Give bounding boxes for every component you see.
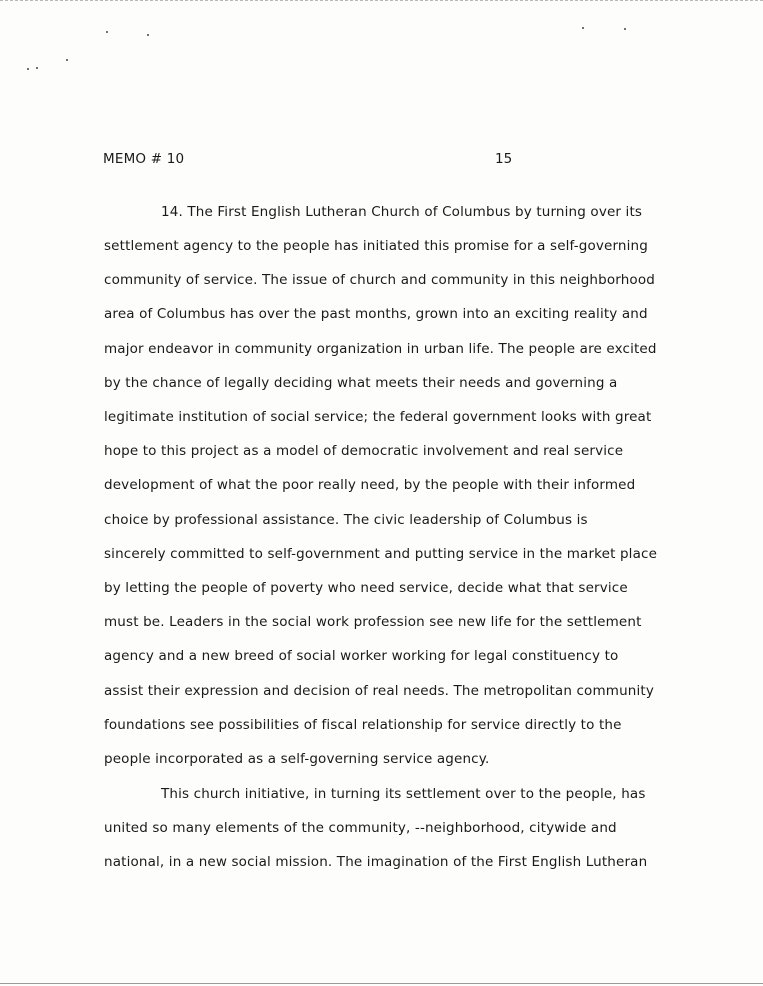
text-line: settlement agency to the people has initiated this promise for a self-governing — [104, 238, 648, 254]
text-line: development of what the poor really need, by the people with their informed — [104, 477, 636, 493]
text-line: This church initiative, in turning its settlement over to the people, has — [161, 786, 646, 802]
text-line: assist their expression and decision of real needs. The metropolitan community — [104, 683, 654, 699]
text-line: 14. The First English Lutheran Church of Columbus by turning over its — [161, 204, 643, 220]
scan-speck — [624, 28, 626, 30]
page-number: 15 — [495, 151, 513, 167]
scan-speck — [147, 34, 149, 36]
text-line: community of service. The issue of church and community in this neighborhood — [104, 272, 655, 288]
top-scan-edge — [0, 0, 763, 1]
text-line: by the chance of legally deciding what meets their needs and governing a — [104, 375, 618, 391]
scan-speck — [36, 67, 38, 69]
text-line: legitimate institution of social service; the federal government looks with great — [104, 409, 652, 425]
bottom-scan-edge — [0, 983, 763, 984]
text-line: national, in a new social mission. The imagination of the First English Lutheran — [104, 854, 648, 870]
text-line: agency and a new breed of social worker working for legal constituency to — [104, 648, 619, 664]
text-line: foundations see possibilities of fiscal relationship for service directly to the — [104, 717, 622, 733]
text-line: major endeavor in community organization in urban life. The people are excited — [104, 341, 657, 357]
text-line: must be. Leaders in the social work profession see new life for the settlement — [104, 614, 642, 630]
scan-speck — [106, 31, 108, 33]
scan-speck — [582, 27, 584, 29]
memo-title: MEMO # 10 — [103, 151, 185, 167]
text-line: choice by professional assistance. The civic leadership of Columbus is — [104, 512, 588, 528]
text-line: people incorporated as a self-governing service agency. — [104, 751, 490, 767]
scan-speck — [27, 68, 29, 70]
text-line: sincerely committed to self-government and putting service in the market place — [104, 546, 658, 562]
text-line: area of Columbus has over the past months, grown into an exciting reality and — [104, 306, 648, 322]
text-line: hope to this project as a model of democratic involvement and real service — [104, 443, 624, 459]
scan-speck — [66, 59, 68, 61]
text-line: united so many elements of the community, --neighborhood, citywide and — [104, 820, 617, 836]
text-line: by letting the people of poverty who need service, decide what that service — [104, 580, 628, 596]
